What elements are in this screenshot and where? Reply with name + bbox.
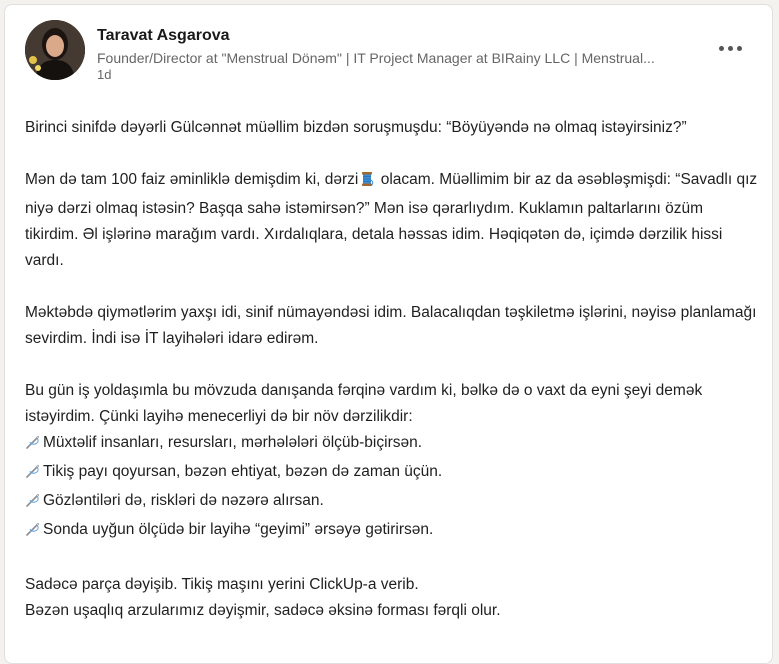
post-paragraph-5 xyxy=(25,572,760,624)
post-paragraph-3: Məktəbdə qiymətlərim yaxşı idi, sinif nümayəndəsi idim. Balacalıqdan təşkiletmə işlərini, nəyisə planlamağı sevirdim. İndi isə İT layihələri idarə edirəm. xyxy=(25,304,757,347)
post-paragraph-1: Birinci sinifdə dəyərli Gülcənnət müəllim bizdən soruşmuşdu: “Böyüyəndə nə olmaq istəyirsiniz?” xyxy=(25,119,687,136)
bullet-text: Gözləntiləri də, riskləri də nəzərə alırsan. xyxy=(43,492,324,509)
author-name[interactable]: Taravat Asgarova xyxy=(97,27,230,44)
post-paragraph-5-line-2: Bəzən uşaqlıq arzularımız dəyişmir, sadəcə əksinə forması fərqli olur. xyxy=(25,602,501,619)
more-horizontal-icon-dot xyxy=(728,46,733,51)
post-paragraph-2-start: Mən də tam 100 faiz əminliklə demişdim ki, dərzi xyxy=(25,171,359,188)
more-horizontal-icon xyxy=(719,46,724,51)
bullet-item xyxy=(25,430,760,459)
bullet-text: Müxtəlif insanları, resursları, mərhələləri ölçüb-biçirsən. xyxy=(43,434,423,451)
author-block xyxy=(97,26,682,83)
post-paragraph-4-intro: Bu gün iş yoldaşımla bu mövzuda danışanda fərqinə vardım ki, bəlkə də o vaxt da eyni şeyi demək istəyirdim. Çünki layihə menecerliyi də bir növ dərzilikdir: xyxy=(25,382,703,425)
post-paragraph-2-end: olacam. Müəllimim bir az da əsəbləşmişdi: “Savadlı qız niyə dərzi olmaq istəsin? Başqa sahə istəmirsən?” Mən isə qərarlıydım. Kuklamın paltarlarını özüm tikirdim. Əl işlərinə marağım vardı. Xırdalıqlara, detala həssas idim. Həqiqətən də, içimdə dərzilik hissi vardı. xyxy=(25,171,758,269)
post-header xyxy=(25,20,752,90)
post-paragraph-5-line-1: Sadəcə parça dəyişib. Tikiş maşını yerini ClickUp-a verib. xyxy=(25,576,419,593)
bullet-text: Tikiş payı qoyursan, bəzən ehtiyat, bəzən də zaman üçün. xyxy=(43,463,443,480)
bullet-item xyxy=(25,517,760,546)
bullet-item xyxy=(25,459,760,488)
thread-spool-icon xyxy=(359,170,375,196)
more-horizontal-icon-dot xyxy=(737,46,742,51)
author-headline: Founder/Director at "Menstrual Dönəm" | IT Project Manager at BIRainy LLC | Menstrual... xyxy=(97,50,655,66)
bullet-item xyxy=(25,488,760,517)
sewing-needle-icon xyxy=(25,433,41,459)
post-paragraph-2 xyxy=(25,167,760,274)
post-time: 1d xyxy=(97,67,112,82)
avatar[interactable] xyxy=(25,20,85,80)
sewing-needle-icon xyxy=(25,491,41,517)
sewing-needle-icon xyxy=(25,520,41,546)
sewing-needle-icon xyxy=(25,462,41,488)
bullet-text: Sonda uyğun ölçüdə bir layihə “geyimi” ərsəyə gətirirsən. xyxy=(43,521,434,538)
post-body xyxy=(25,115,760,650)
post-card xyxy=(4,4,773,664)
more-options-button[interactable] xyxy=(710,36,750,60)
post-paragraph-4 xyxy=(25,378,760,546)
